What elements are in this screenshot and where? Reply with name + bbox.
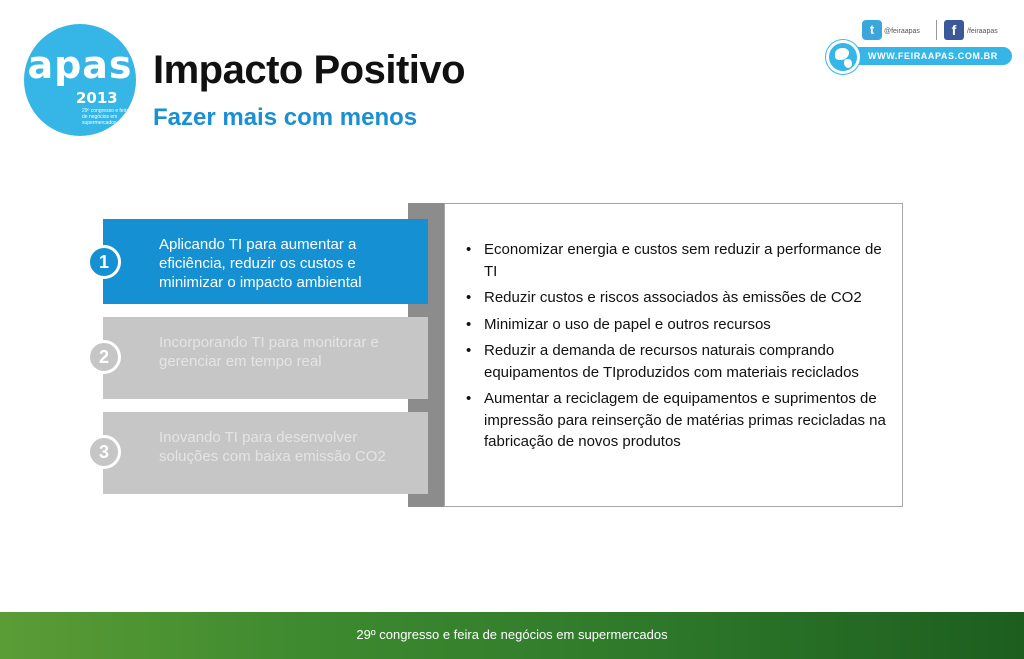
website-link[interactable]: WWW.FEIRAAPAS.COM.BR [836, 47, 1012, 65]
social-links [826, 16, 1012, 78]
logo-tagline: 29º congresso e feira de negócios em supermercados [82, 108, 130, 126]
step-tab-1[interactable] [103, 219, 428, 304]
bullet-item: • Economizar energia e custos sem reduzir a performance de TI [466, 239, 894, 282]
step-label-1: Aplicando TI para aumentar a eficiência, reduzir os custos e minimizar o impacto ambiental [159, 236, 362, 291]
bullet-item: • Reduzir a demanda de recursos naturais comprando equipamentos de TIproduzidos com materiais reciclados [466, 340, 894, 383]
twitter-icon[interactable]: t [862, 20, 882, 40]
footer-text: 29º congresso e feira de negócios em supermercados [356, 627, 668, 642]
step-tab-2[interactable] [103, 317, 428, 399]
twitter-handle[interactable]: @feiraapas [884, 28, 920, 35]
bullet-item: • Aumentar a reciclagem de equipamentos e suprimentos de impressão para reinserção de matérias primas recicladas na fabricação de novos produtos [466, 388, 894, 453]
logo-name: apas [27, 43, 133, 87]
step-tab-3[interactable] [103, 412, 428, 494]
step-number-1[interactable]: 1 [87, 245, 121, 279]
logo-year: 2013 [76, 89, 118, 107]
footer-bar [0, 612, 1024, 659]
page-subtitle: Fazer mais com menos [153, 104, 418, 131]
globe-icon [826, 40, 860, 74]
bullet-item: • Minimizar o uso de papel e outros recursos [466, 314, 894, 336]
step-number-2[interactable]: 2 [87, 340, 121, 374]
apas-logo [24, 24, 136, 136]
facebook-handle[interactable]: /feiraapas [967, 28, 998, 35]
social-divider [936, 20, 937, 40]
facebook-icon[interactable]: f [944, 20, 964, 40]
step-label-2: Incorporando TI para monitorar e gerenciar em tempo real [159, 334, 379, 370]
bullet-list [466, 239, 894, 458]
details-panel [444, 203, 903, 507]
step-label-3: Inovando TI para desenvolver soluções com baixa emissão CO2 [159, 429, 386, 465]
step-number-3[interactable]: 3 [87, 435, 121, 469]
bullet-item: • Reduzir custos e riscos associados às emissões de CO2 [466, 287, 894, 309]
page-title: Impacto Positivo [153, 48, 466, 92]
